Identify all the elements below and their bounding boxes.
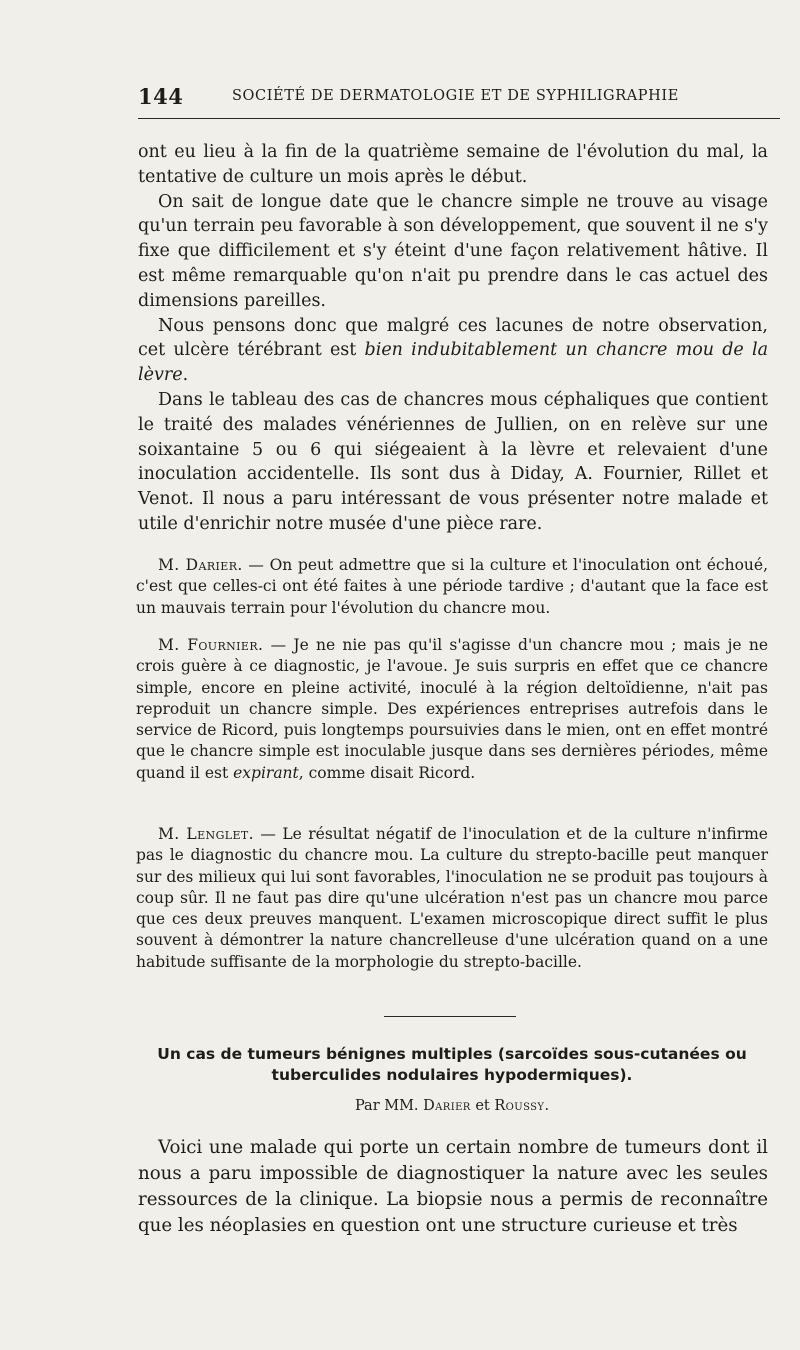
remark-fournier-text: — Je ne nie pas qu'il s'agisse d'un chancre mou ; mais je ne crois guère à ce diagnostic, je l'avoue. Je suis surpris en effet que ce chancre simple, encore en pleine activité, inoculé à la région deltoïdienne, n'ait pas reproduit un chancre simple. Des expériences entreprises autrefois dans le service de Ricord, puis longtemps poursuivies dans le mien, ont en effet montré que le chancre simple est inoculable jusque dans ses dernières périodes, même quand il est [136, 636, 769, 782]
paragraph-tableau: Dans le tableau des cas de chancres mous céphaliques que contient le traité des malades vénériennes de Jullien, on en relève sur une soixantaine 5 ou 6 qui siégeaient à la lèvre et relevaient d'une inoculation accidentelle. Ils sont dus à Diday, A. Fournier, Rillet et Venot. Il nous a paru intéressant de vous présenter notre malade et utile d'enrichir notre musée d'une pièce rare. [138, 390, 768, 534]
byline [136, 1098, 768, 1114]
speaker-darier: M. Darier. [158, 556, 243, 574]
page-number: 144 [138, 84, 184, 109]
byline-and: et [470, 1098, 495, 1114]
paragraph-conclusion-end: . [182, 365, 189, 386]
italic-diagnosis: bien indubitablement un chancre mou de la lèvre [138, 340, 768, 386]
article-title: Un cas de tumeurs bénignes multiples (sarcoïdes sous-cutanées ou tuberculides nodulaires hypodermiques). [157, 1045, 747, 1084]
remark-lenglet [136, 824, 768, 973]
speaker-lenglet: M. Lenglet. [158, 825, 254, 843]
byline-end: . [544, 1098, 550, 1114]
section-separator [384, 1016, 516, 1017]
remark-darier [136, 555, 768, 619]
running-title: SOCIÉTÉ DE DERMATOLOGIE ET DE SYPHILIGRAPHIE [232, 88, 679, 104]
author-roussy: Roussy [494, 1098, 545, 1114]
remark-fournier-end: , comme disait Ricord. [298, 763, 476, 782]
speaker-fournier: M. Fournier. [158, 636, 264, 654]
italic-expirant: expirant [233, 763, 299, 782]
page-header [138, 84, 780, 108]
paragraph-conclusion [138, 314, 768, 388]
paragraph-continuation: ont eu lieu à la fin de la quatrième semaine de l'évolution du mal, la tentative de culture un mois après le début. [138, 142, 768, 187]
paragraph-visage: On sait de longue date que le chancre simple ne trouve au visage qu'un terrain peu favorable à son développement, que souvent il ne s'y fixe que difficilement et s'y éteint d'une façon relativement hâtive. Il est même remarquable qu'on n'ait pu prendre dans le cas actuel des dimensions pareilles. [138, 191, 768, 311]
remark-fournier [136, 635, 768, 784]
byline-prefix: Par MM. [354, 1098, 424, 1114]
remark-lenglet-text: — Le résultat négatif de l'inoculation et de la culture n'infirme pas le diagnostic du chancre mou. La culture du strepto-bacille peut manquer sur des milieux qui lui sont favorables, l'inoculation ne se produit pas toujours à coup sûr. Il ne faut pas dire qu'une ulcération n'est pas un chancre mou parce que ces deux preuves manquent. L'examen microscopique direct suffit le plus souvent à démontrer la nature chancrelleuse d'une ulcération quand on a une habitude suffisante de la morphologie du strepto-bacille. [136, 825, 768, 971]
remark-darier-text: — On peut admettre que si la culture et l'inoculation ont échoué, c'est que celles-ci ont été faites à une période tardive ; d'autant que la face est un mauvais terrain pour l'évolution du chancre mou. [136, 556, 769, 617]
paragraph-conclusion-text: Nous pensons donc que malgré ces lacunes de notre observation, cet ulcère térébrant est [138, 315, 768, 361]
author-darier: Darier [423, 1098, 471, 1114]
header-rule [138, 118, 780, 119]
paragraph-article-intro: Voici une malade qui porte un certain nombre de tumeurs dont il nous a paru impossible de diagnostiquer la nature avec les seules ressources de la clinique. La biopsie nous a permis de reconnaître que les néoplasies en question ont une structure curieuse et très [138, 1137, 768, 1236]
